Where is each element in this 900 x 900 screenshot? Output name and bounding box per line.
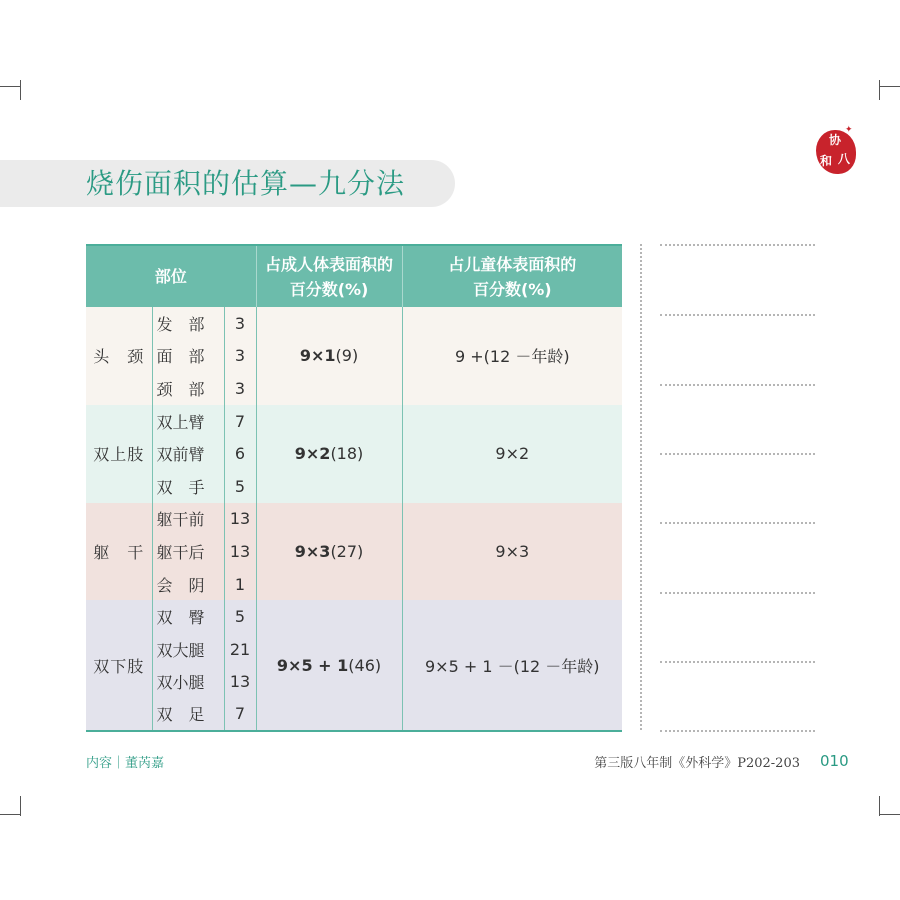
header-child-line1: 占儿童体表面积的 bbox=[448, 254, 577, 274]
adult-formula: 9×1 bbox=[299, 346, 336, 366]
child-percent-cell: 9×3 bbox=[495, 541, 530, 561]
note-line bbox=[660, 522, 815, 524]
subregion-cell: 躯干后 bbox=[152, 535, 224, 568]
header-child bbox=[402, 245, 622, 307]
adult-formula: 9×5 + 1 bbox=[276, 655, 349, 675]
percent-cell: 5 bbox=[224, 470, 256, 503]
rule-of-nines-table bbox=[86, 244, 622, 732]
footer-source: 第三版八年制《外科学》P202-203 bbox=[594, 756, 800, 771]
crop-mark-bottom-left-v bbox=[20, 796, 21, 816]
note-line bbox=[660, 384, 815, 386]
subregion-cell: 躯干前 bbox=[152, 503, 224, 536]
subregion-cell: 双小腿 bbox=[152, 666, 224, 699]
table-row bbox=[86, 503, 622, 536]
footer-author: 内容｜董芮嘉 bbox=[86, 756, 165, 771]
note-line bbox=[660, 730, 815, 732]
adult-formula: 9×2 bbox=[294, 444, 331, 464]
percent-cell: 7 bbox=[224, 405, 256, 438]
header-adult-line1: 占成人体表面积的 bbox=[265, 254, 394, 274]
note-line bbox=[660, 661, 815, 663]
subregion-cell: 双 手 bbox=[152, 470, 224, 503]
child-percent-cell: 9×2 bbox=[495, 444, 530, 464]
crop-mark-top-right-h bbox=[880, 86, 900, 87]
seal-char-3: 八 bbox=[838, 152, 851, 166]
subregion-cell: 双大腿 bbox=[152, 633, 224, 666]
region-cell: 双上肢 bbox=[93, 445, 145, 465]
header-part: 部位 bbox=[86, 245, 256, 307]
child-percent-cell: 9 +(12 －年龄) bbox=[454, 347, 570, 367]
table-row bbox=[86, 600, 622, 633]
percent-cell: 21 bbox=[224, 633, 256, 666]
seal-char-1: 协 bbox=[829, 133, 842, 147]
subregion-cell: 双 足 bbox=[152, 698, 224, 731]
crop-mark-top-left-v bbox=[20, 80, 21, 100]
adult-percent-cell bbox=[256, 405, 402, 503]
subregion-cell: 面 部 bbox=[152, 340, 224, 373]
adult-formula: 9×3 bbox=[294, 541, 331, 561]
crop-mark-bottom-right-v bbox=[879, 796, 880, 816]
percent-cell: 13 bbox=[224, 666, 256, 699]
header-adult bbox=[256, 245, 402, 307]
header-adult-line2: 百分数(%) bbox=[289, 279, 369, 299]
region-cell: 躯 干 bbox=[93, 542, 145, 562]
page-title: 烧伤面积的估算—九分法 bbox=[86, 167, 406, 200]
page-number: 010 bbox=[820, 752, 849, 770]
note-line bbox=[660, 314, 815, 316]
table-header-row bbox=[86, 245, 622, 307]
region-cell: 头 颈 bbox=[93, 347, 145, 367]
percent-cell: 3 bbox=[224, 307, 256, 340]
adult-total: (27) bbox=[330, 541, 364, 561]
notes-divider bbox=[640, 244, 642, 730]
subregion-cell: 发 部 bbox=[152, 307, 224, 340]
subregion-cell: 双上臂 bbox=[152, 405, 224, 438]
table-row bbox=[86, 307, 622, 340]
star-icon: ✦ bbox=[845, 125, 853, 135]
subregion-cell: 颈 部 bbox=[152, 372, 224, 405]
subregion-cell: 双 臀 bbox=[152, 600, 224, 633]
percent-cell: 7 bbox=[224, 698, 256, 731]
table-body bbox=[86, 307, 622, 731]
adult-percent-cell bbox=[256, 503, 402, 601]
region-cell: 双下肢 bbox=[93, 656, 145, 676]
subregion-cell: 双前臂 bbox=[152, 437, 224, 470]
adult-total: (46) bbox=[348, 655, 382, 675]
percent-cell: 1 bbox=[224, 568, 256, 601]
crop-mark-bottom-right-h bbox=[880, 814, 900, 815]
subregion-cell: 会 阴 bbox=[152, 568, 224, 601]
percent-cell: 13 bbox=[224, 535, 256, 568]
child-percent-cell: 9×5 + 1 －(12 －年龄) bbox=[425, 656, 600, 676]
percent-cell: 13 bbox=[224, 503, 256, 536]
percent-cell: 3 bbox=[224, 340, 256, 373]
adult-total: (9) bbox=[335, 346, 359, 366]
note-line bbox=[660, 592, 815, 594]
percent-cell: 6 bbox=[224, 437, 256, 470]
note-line bbox=[660, 244, 815, 246]
header-child-line2: 百分数(%) bbox=[472, 279, 552, 299]
crop-mark-bottom-left-h bbox=[0, 814, 20, 815]
percent-cell: 3 bbox=[224, 372, 256, 405]
adult-percent-cell bbox=[256, 307, 402, 405]
table-row bbox=[86, 405, 622, 438]
crop-mark-top-right-v bbox=[879, 80, 880, 100]
note-line bbox=[660, 453, 815, 455]
adult-total: (18) bbox=[330, 444, 364, 464]
seal-char-2: 和 bbox=[820, 154, 833, 168]
crop-mark-top-left-h bbox=[0, 86, 20, 87]
adult-percent-cell bbox=[256, 600, 402, 730]
percent-cell: 5 bbox=[224, 600, 256, 633]
seal-logo bbox=[816, 130, 856, 174]
